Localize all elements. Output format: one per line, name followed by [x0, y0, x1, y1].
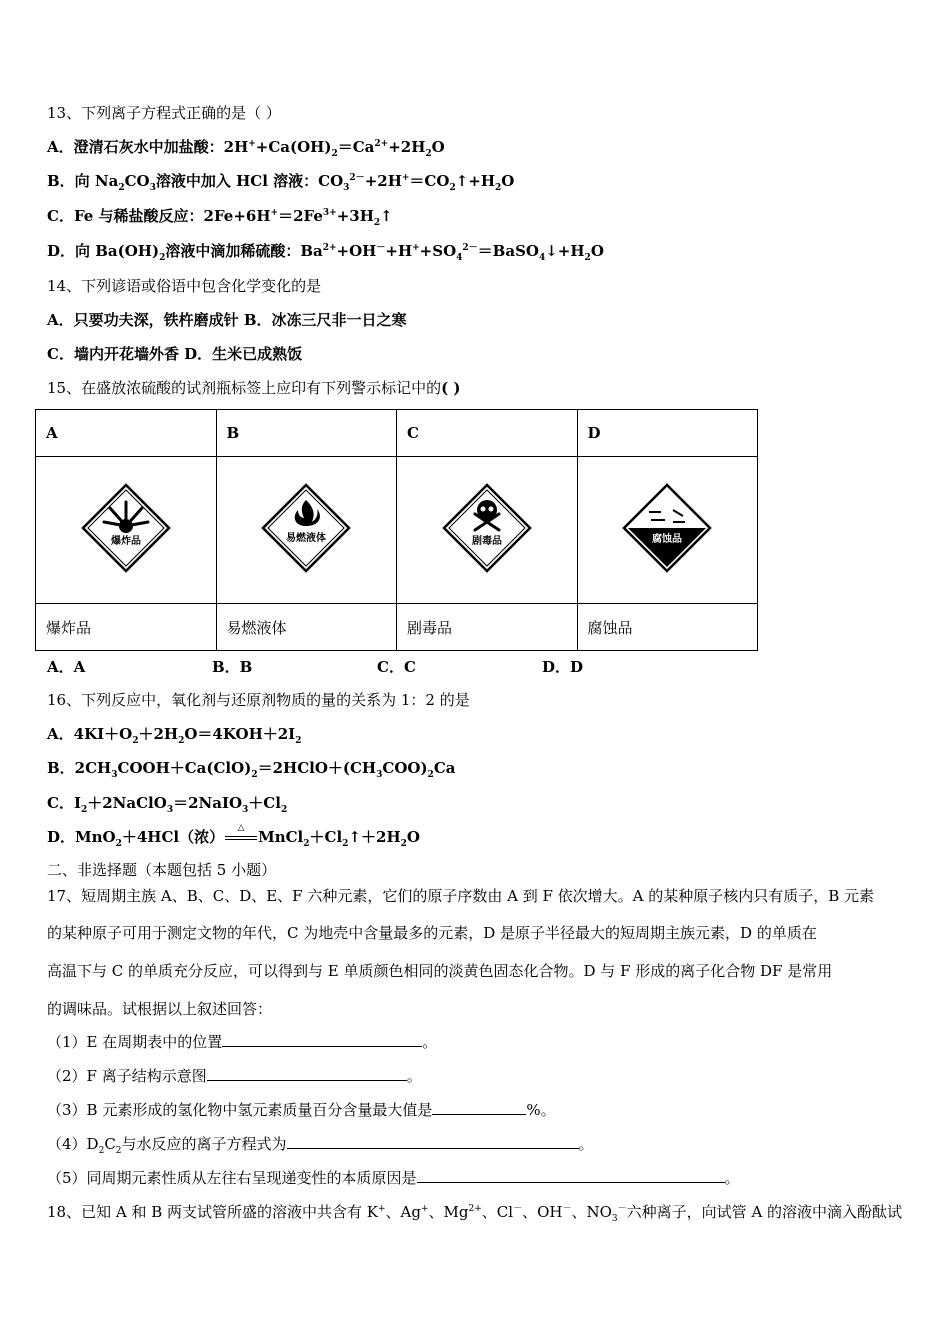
- sign-label-corrosive: 腐蚀品: [652, 534, 683, 545]
- sign-label-explosive: 爆炸品: [110, 536, 141, 547]
- sign-cell-flammable: [216, 457, 397, 604]
- flame-sign-icon: [260, 482, 352, 574]
- warning-signs-table: [35, 409, 758, 651]
- sign-name-c: 剧毒品: [397, 604, 578, 651]
- q17-sub2: （2）F 离子结构示意图 。: [47, 1067, 422, 1085]
- sign-name-a: 爆炸品: [36, 604, 217, 651]
- q16-option-a: A．$4KI+O_2+2H_2O=4KOH+2I_2$: [47, 725, 302, 746]
- q17-sub1: （1）E 在周期表中的位置 。: [47, 1033, 438, 1051]
- answer-blank-4[interactable]: [287, 1134, 579, 1149]
- sign-cell-toxic: [397, 457, 578, 604]
- q15-stem: 15、在盛放浓硫酸的试剂瓶标签上应印有下列警示标记中的( ): [47, 379, 461, 397]
- q17-text-line4: 的调味品。试根据以上叙述回答：: [47, 1000, 273, 1018]
- q15-option-a: A．A: [47, 658, 86, 676]
- heating-symbol: △: [237, 823, 245, 833]
- table-header-b: B: [216, 410, 397, 457]
- heating-condition-arrow: [224, 823, 258, 847]
- q14-options-ab: A．只要功夫深，铁杵磨成针 B．冰冻三尺非一日之寒: [47, 311, 407, 329]
- q16-stem: 16、下列反应中，氧化剂与还原剂物质的量的关系为 1：2 的是: [47, 691, 470, 709]
- q13-option-b: B．向 $Na_2CO_3$溶液中加入 HCl 溶液：$CO_3^{2-}+2H^+=CO_2↑+H_2O$: [47, 172, 515, 193]
- q17-text-line1: 17、短周期主族 A、B、C、D、E、F 六种元素，它们的原子序数由 A 到 F 依次增大。A 的某种原子核内只有质子，B 元素: [47, 887, 875, 905]
- q16-option-d: D．MnO$_2$＋4HCl（浓） △ $MnCl_2+Cl_2↑+2H_2O$: [47, 827, 420, 847]
- q13-option-c: C．Fe 与稀盐酸反应：$2Fe+6H^+=2Fe^{3+}+3H_2↑$: [47, 207, 393, 228]
- q14-stem: 14、下列谚语或俗语中包含化学变化的是: [47, 277, 322, 295]
- answer-blank-3[interactable]: [432, 1100, 526, 1115]
- sign-cell-corrosive: [577, 457, 758, 604]
- q13-stem: 13、下列离子方程式正确的是（ ）: [47, 104, 281, 122]
- table-header-c: C: [397, 410, 578, 457]
- q15-option-c: C．C: [377, 658, 416, 676]
- q17-sub5: （5）同周期元素性质从左往右呈现递变性的本质原因是 。: [47, 1169, 740, 1187]
- table-header-d: D: [577, 410, 758, 457]
- sign-name-d: 腐蚀品: [577, 604, 758, 651]
- q17-text-line3: 高温下与 C 的单质充分反应，可以得到与 E 单质颜色相同的淡黄色固态化合物。D 与 F 形成的离子化合物 DF 是常用: [47, 962, 833, 980]
- corrosive-sign-icon: [621, 482, 713, 574]
- sign-cell-explosive: [36, 457, 217, 604]
- q17-sub4: $(4)D_2C_2$与水反应的离子方程式为 。: [47, 1135, 594, 1156]
- table-header-a: A: [36, 410, 217, 457]
- answer-blank-2[interactable]: [207, 1066, 407, 1081]
- sign-label-toxic: 剧毒品: [471, 536, 502, 547]
- answer-blank-5[interactable]: [417, 1168, 725, 1183]
- q16-option-b: B．$2CH_3COOH+Ca(ClO)_2=2HClO+(CH_3COO)_2Ca$: [47, 759, 456, 780]
- sign-name-b: 易燃液体: [216, 604, 397, 651]
- q16-option-c: C．$I_2+2NaClO_3=2NaIO_3+Cl_2$: [47, 794, 288, 815]
- answer-blank-1[interactable]: [222, 1032, 422, 1047]
- q15-option-b: B．B: [212, 658, 253, 676]
- q17-sub3: （3）B 元素形成的氢化物中氢元素质量百分含量最大值是 %。: [47, 1101, 556, 1119]
- q18-text: 18、已知 A 和 B 两支试管所盛的溶液中共含有 K+、Ag+、$Mg^{2+}$、Cl－、OH－、$NO_3^-$六种离子，向试管 A 的溶液中滴入酚酞试: [47, 1203, 903, 1224]
- skull-sign-icon: [441, 482, 533, 574]
- q13-option-a: A．澄清石灰水中加盐酸：$2H^++Ca(OH)_2=Ca^{2+}+2H_2O$: [47, 138, 445, 159]
- q13-option-d: D．向 $Ba(OH)_2$溶液中滴加稀硫酸：$Ba^{2+}+OH^-+H^++SO_4^{2-}=BaSO_4↓+H_2O$: [47, 242, 604, 263]
- q17-text-line2: 的某种原子可用于测定文物的年代，C 为地壳中含量最多的元素，D 是原子半径最大的短周期主族元素，D 的单质在: [47, 924, 817, 942]
- section-heading: 二、非选择题（本题包括 5 小题）: [47, 861, 277, 879]
- q15-option-d: D．D: [542, 658, 584, 676]
- q14-options-cd: C．墙内开花墙外香 D．生米已成熟饭: [47, 345, 303, 363]
- sign-label-flammable: 易燃液体: [286, 533, 327, 544]
- explosive-sign-icon: [80, 482, 172, 574]
